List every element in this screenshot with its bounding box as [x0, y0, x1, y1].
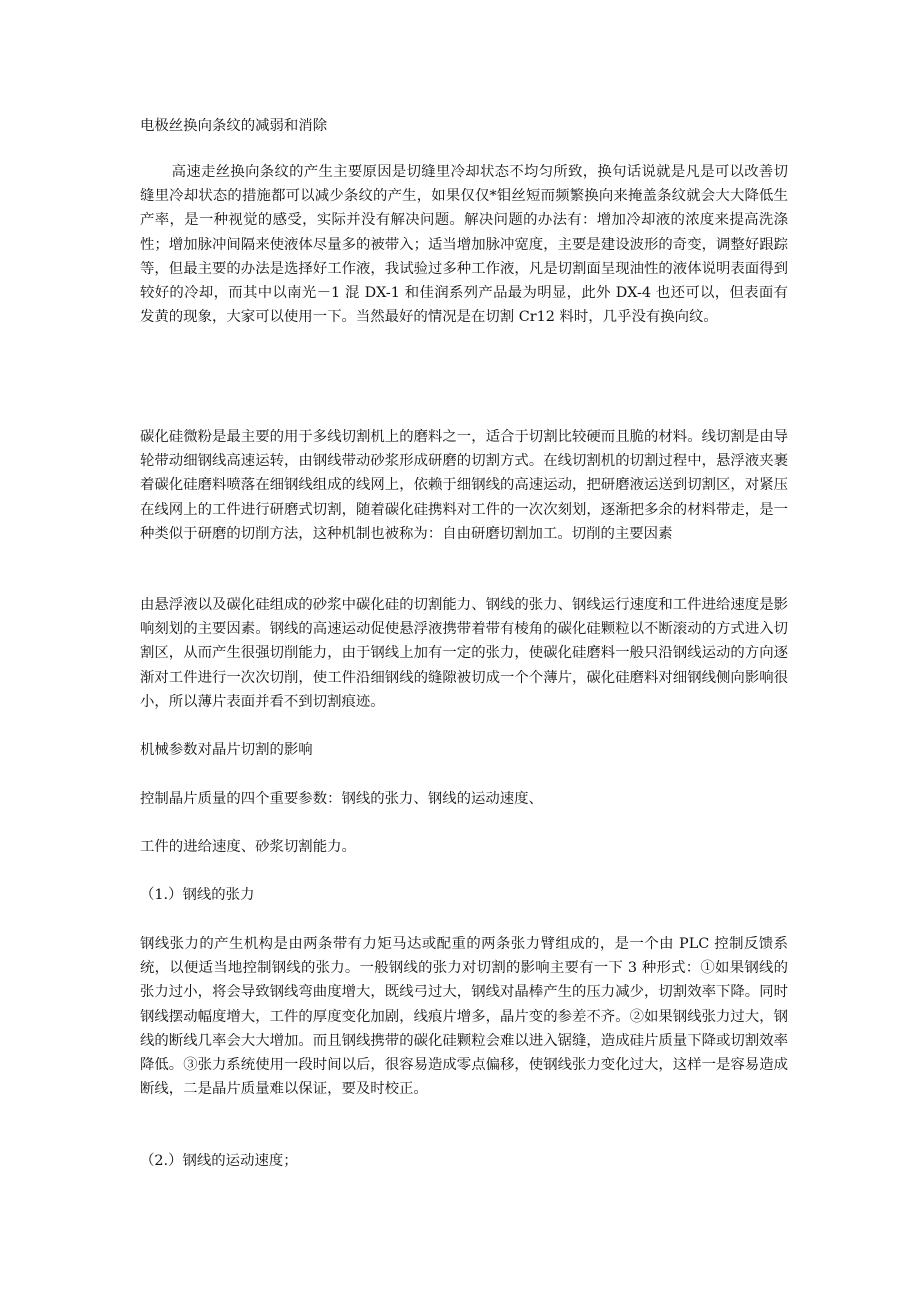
subsection-heading-wire-tension: （1.）钢线的张力	[140, 887, 255, 903]
document-title: 电极丝换向条纹的减弱和消除	[140, 118, 328, 134]
paragraph-silicon-carbide-abrasive: 碳化硅微粉是最主要的用于多线切割机上的磨料之一，适合于切割比较硬而且脆的材料。线切割是由导轮带动细钢线高速运转，由钢线带动砂浆形成研磨的切割方式。在线切割机的切割过程中，悬浮液夹裹着碳化硅磨料喷落在细钢线组成的线网上，依赖于细钢线的高速运动，把研磨液运送到切割区，对紧压在线网上的工件进行研磨式切割，随着碳化硅携料对工件的一次次刻划，逐渐把多余的材料带走，是一种类似于研磨的切削方法，这种机制也被称为：自由研磨切割加工。切削的主要因素	[140, 429, 788, 542]
paragraph-wire-tension: 钢线张力的产生机构是由两条带有力矩马达或配重的两条张力臂组成的，是一个由 PLC 控制反馈系统，以便适当地控制钢线的张力。一般钢线的张力对切割的影响主要有一下 3 种形式：①如果钢线的张力过小，将会导致钢线弯曲度增大，既线弓过大，钢线对晶棒产生的压力减少，切割效率下降。同时钢线摆动幅度增大，工件的厚度变化加剧，线痕片增多，晶片变的参差不齐。②如果钢线张力过大，钢线的断线几率会大大增加。而且钢线携带的碳化硅颗粒会难以进入锯缝，造成硅片质量下降或切割效率降低。③张力系统使用一段时间以后，很容易造成零点偏移，使钢线张力变化过大，这样一是容易造成断线，二是晶片质量难以保证，要及时校正。	[140, 936, 788, 1098]
subsection-heading-wire-speed: （2.）钢线的运动速度；	[140, 1153, 298, 1169]
section-heading-mechanical-parameters: 机械参数对晶片切割的影响	[140, 742, 313, 758]
paragraph-four-parameters-continued: 工件的进给速度、砂浆切割能力。	[140, 839, 356, 855]
paragraph-wire-reversal-stripes: 高速走丝换向条纹的产生主要原因是切缝里冷却状态不均匀所致，换句话说就是凡是可以改善切缝里冷却状态的措施都可以减少条纹的产生，如果仅仅*钼丝短而频繁换向来掩盖条纹就会大大降低生产率，是一种视觉的感受，实际并没有解决问题。解决问题的办法有：增加冷却液的浓度来提高洗涤性；增加脉冲间隔来使液体尽量多的被带入；适当增加脉冲宽度，主要是建设波形的奇变，调整好跟踪等，但最主要的办法是选择好工作液，我试验过多种工作液，凡是切割面呈现油性的液体说明表面得到较好的冷却，而其中以南光－1 混 DX-1 和佳润系列产品最为明显，此外 DX-4 也还可以，但表面有发黄的现象，大家可以使用一下。当然最好的情况是在切割 Cr12 料时，几乎没有换向纹。	[140, 164, 788, 326]
paragraph-cutting-factors: 由悬浮液以及碳化硅组成的砂浆中碳化硅的切割能力、钢线的张力、钢线运行速度和工件进给速度是影响刻划的主要因素。钢线的高速运动促使悬浮液携带着带有棱角的碳化硅颗粒以不断滚动的方式进入切割区，从而产生很强切削能力，由于钢线上加有一定的张力，使碳化硅磨料一般只沿钢线运动的方向逐渐对工件进行一次次切削，使工件沿细钢线的缝隙被切成一个个薄片，碳化硅磨料对细钢线侧向影响很小，所以薄片表面并看不到切割痕迹。	[140, 597, 788, 710]
paragraph-four-parameters: 控制晶片质量的四个重要参数：钢线的张力、钢线的运动速度、	[140, 791, 543, 807]
